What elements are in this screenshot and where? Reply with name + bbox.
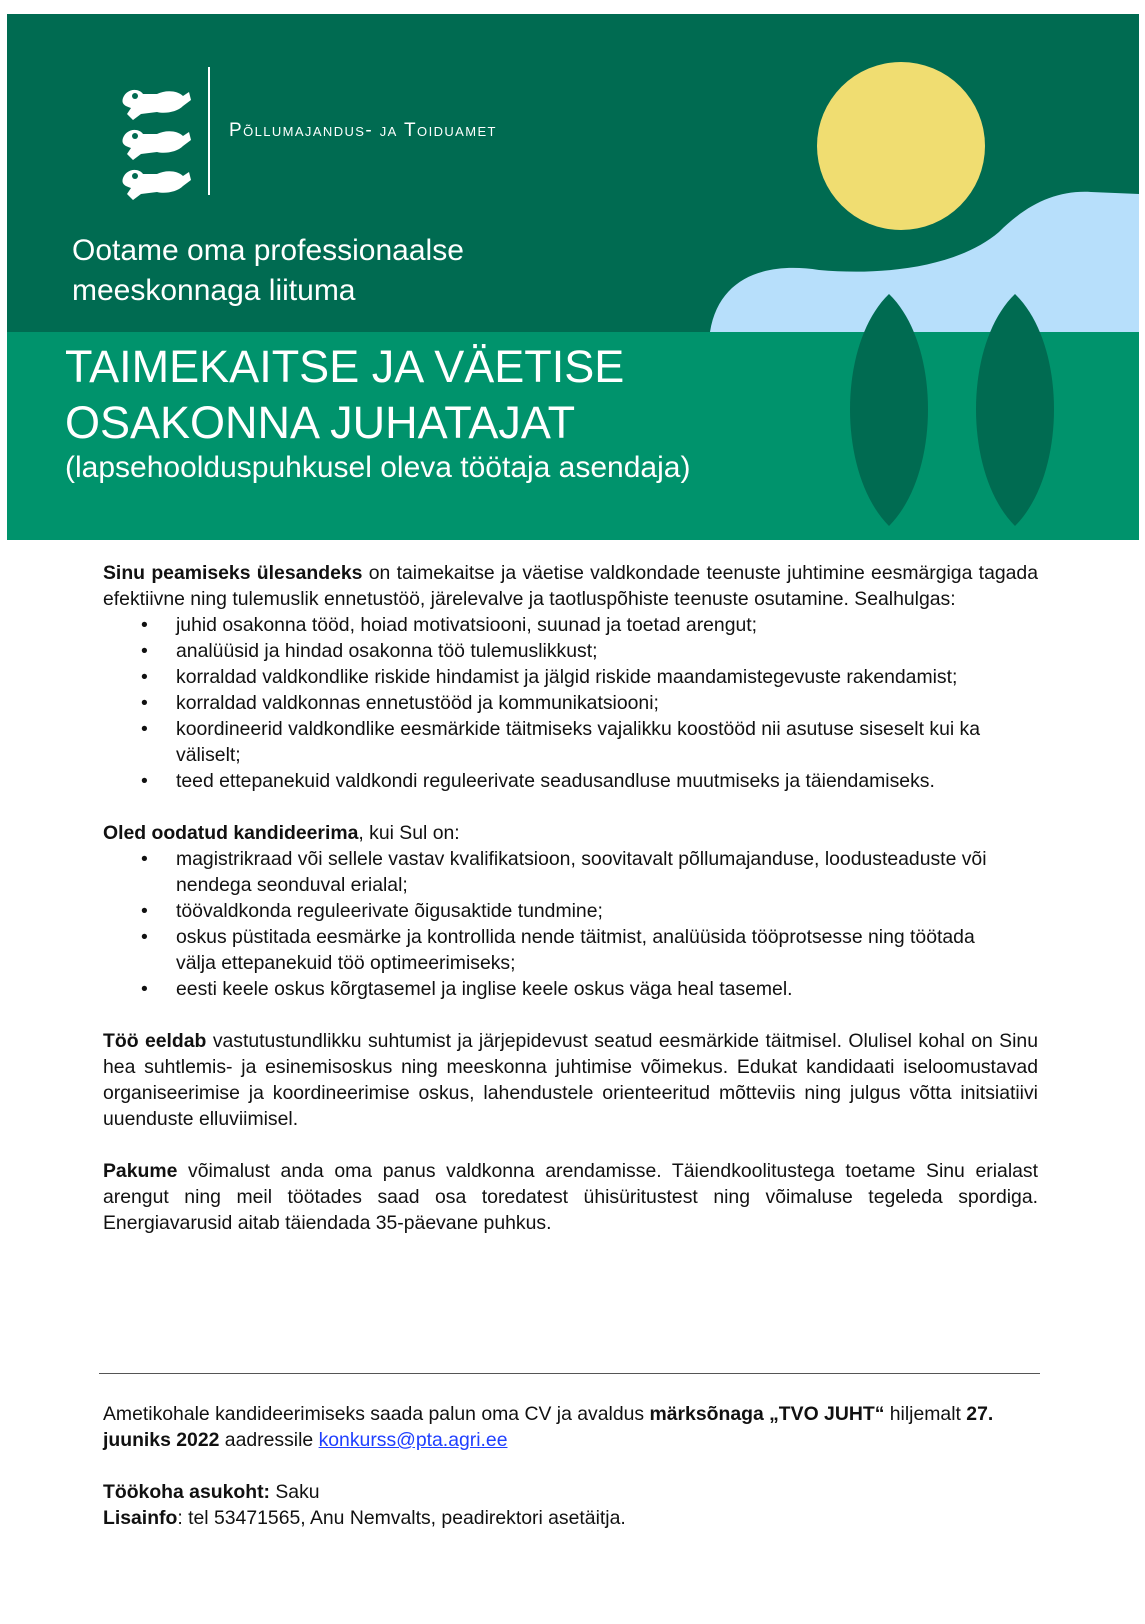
offer-paragraph — [103, 1158, 1038, 1236]
requirements-list — [103, 846, 1038, 1002]
requirements-lead: Oled oodatud kandideerima — [103, 822, 359, 844]
job-subtitle: (lapsehoolduspuhkusel oleva töötaja asendaja) — [65, 451, 691, 484]
job-title-line: TAIMEKAITSE JA VÄETISE — [65, 341, 625, 392]
list-item: • korraldad valdkondlike riskide hindamist ja jälgid riskide maandamistegevuste rakendamist; — [103, 664, 1038, 690]
list-item: • teed ettepanekuid valdkondi reguleerivate seadusandluse muutmiseks ja täiendamiseks. — [103, 768, 1038, 794]
application-text: hiljemalt — [884, 1403, 967, 1425]
location-value: Saku — [269, 1481, 320, 1503]
expectations-paragraph — [103, 1028, 1038, 1132]
coat-of-arms-icon — [117, 84, 197, 204]
email-link[interactable]: konkurss@pta.agri.ee — [318, 1429, 508, 1451]
requirements-intro — [103, 820, 1038, 846]
job-title-line: OSAKONNA JUHATAJAT — [65, 397, 576, 448]
header-banner — [7, 14, 1139, 540]
job-title — [65, 339, 624, 451]
tagline-line: meeskonnaga liituma — [72, 274, 356, 307]
sun-icon — [817, 62, 985, 230]
agency-name: Põllumajandus- ja Toiduamet — [229, 120, 497, 141]
location-label: Töökoha asukoht: — [103, 1481, 270, 1503]
offer-text: võimalust anda oma panus valdkonna arendamisse. Täiendkoolitustega toetame Sinu erialast arengut ning meil töötades saad osa toredatest ühisüritustest ning võimaluse tegeleda spordiga. Energiavarusid aitab täiendada 35-päevane puhkus. — [103, 1160, 1038, 1234]
application-text: Ametikohale kandideerimiseks saada palun oma CV ja avaldus — [103, 1403, 650, 1425]
expectations-text: vastutustundlikku suhtumist ja järjepidevust seatud eesmärkide täitmisel. Olulisel kohal on Sinu hea suhtlemis- ja esinemisoskus ning meeskonna juhtimise võimekus. Edukat kandidaati iseloomustavad organiseerimise ja koordineerimise oskus, lahendustele orienteeritud mõtteviis ning julgus võtta initsiatiivi uuenduste elluviimisel. — [103, 1030, 1038, 1130]
application-text: aadressile — [219, 1429, 319, 1451]
application-paragraph — [103, 1401, 1038, 1453]
tasks-list — [103, 612, 1038, 794]
application-info — [103, 1401, 1038, 1531]
tagline — [72, 231, 464, 311]
lion-icon — [122, 130, 191, 160]
list-item: • analüüsid ja hindad osakonna töö tulemuslikkust; — [103, 638, 1038, 664]
lion-icon — [122, 170, 191, 200]
expectations-lead: Töö eeldab — [103, 1030, 207, 1052]
contact-line — [103, 1505, 1038, 1531]
section-divider — [99, 1373, 1040, 1374]
list-item: • magistrikraad või sellele vastav kvalifikatsioon, soovitavalt põllumajanduse, loodusteaduste või nendega seonduval erialal; — [103, 846, 1038, 898]
list-item: • töövaldkonda reguleerivate õigusaktide tundmine; — [103, 898, 1038, 924]
list-item: • juhid osakonna tööd, hoiad motivatsiooni, suunad ja toetad arengut; — [103, 612, 1038, 638]
contact-label: Lisainfo — [103, 1507, 178, 1529]
tagline-line: Ootame oma professionaalse — [72, 234, 464, 267]
application-deadline: 27. juuniks 2022 — [103, 1403, 994, 1451]
application-keyword: märksõnaga „TVO JUHT“ — [649, 1403, 885, 1425]
tasks-lead: Sinu peamiseks ülesandeks — [103, 562, 363, 584]
tasks-lead-text: on taimekaitse ja väetise valdkondade teenuste juhtimine eesmärgiga tagada efektiivne ning tulemuslik ennetustöö, järelevalve ja taotluspõhiste teenuste osutamine. Sealhulgas: — [103, 562, 1038, 610]
list-item: • korraldad valdkonnas ennetustööd ja kommunikatsiooni; — [103, 690, 1038, 716]
tasks-intro — [103, 560, 1038, 612]
contact-value: : tel 53471565, Anu Nemvalts, peadirektori asetäitja. — [177, 1507, 626, 1529]
lion-icon — [122, 90, 191, 120]
list-item: • eesti keele oskus kõrgtasemel ja inglise keele oskus väga heal tasemel. — [103, 976, 1038, 1002]
list-item: • koordineerid valdkondlike eesmärkide täitmiseks vajalikku koostööd nii asutuse siseselt kui ka väliselt; — [103, 716, 1038, 768]
requirements-lead-text: , kui Sul on: — [358, 822, 460, 844]
location-line — [103, 1479, 1038, 1505]
offer-lead: Pakume — [103, 1160, 178, 1182]
job-description — [103, 560, 1038, 1236]
list-item: • oskus püstitada eesmärke ja kontrollida nende täitmist, analüüsida tööprotsesse ning töötada välja ettepanekuid töö optimeerimiseks; — [103, 924, 1038, 976]
logo-divider — [208, 67, 210, 195]
